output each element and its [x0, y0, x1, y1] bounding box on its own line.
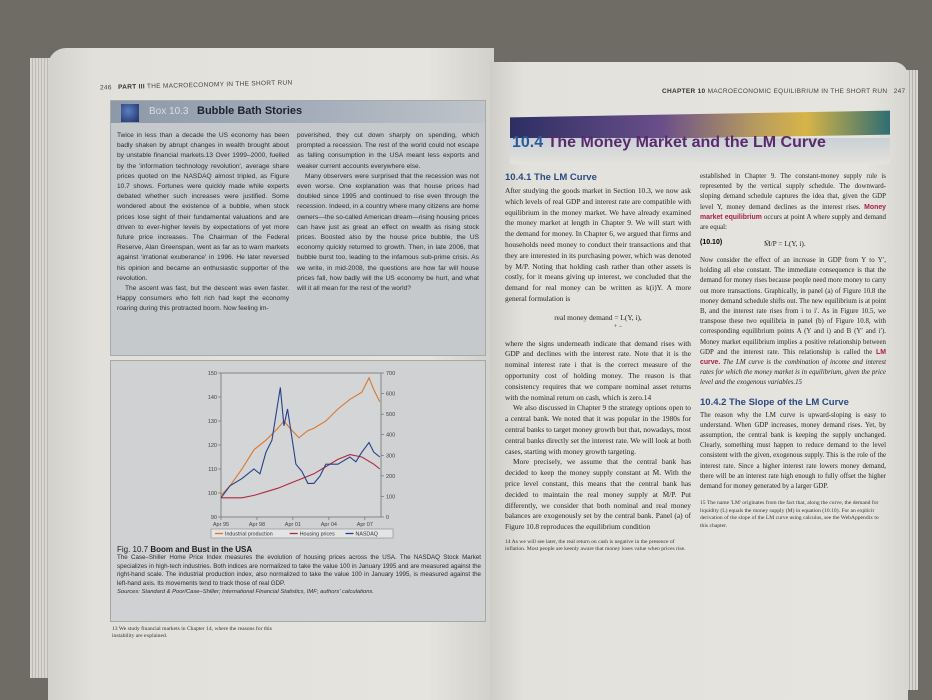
part-title: THE MACROECONOMY IN THE SHORT RUN: [146, 79, 293, 91]
legend-label: Housing prices: [299, 531, 335, 538]
definition-text: The LM curve is the combination of income and interest rates for which the money market is in equilibrium, given the price level and the exogenous variables.15: [700, 359, 886, 387]
paragraph: After studying the goods market in Section 10.3, we now ask which levels of real GDP and interest rate are compatible with equilibrium in the money market. We have already examined the money market at length in Chapter 9. We will start with the demand for money. In Chapter 6, we argued that firms and households need money to conduct their transactions and that they are interested in its purchasing power, which was denoted by M/P. Noting that holding cash rather than other assets is costly, for it means giving up interest, we concluded that the demand for real money can be written as k(i)Y. A more general formulation is: [505, 186, 691, 303]
box-paragraph: poverished, they cut down sharply on spending, which prompted a recession. The rest of the world could not escape as falling consumption in the USA meant less exports and weaker current accounts everywhere else.: [297, 132, 479, 170]
footnote-15: 15 The name 'LM' originates from the fact that, along the curve, the demand for liquidity (L) equals the money supply (M) in equation (10.10). For an explicit derivation of the slope of the LM curve using calculus, see the WebAppendix to this chapter.: [700, 500, 879, 529]
equation-signs: + −: [613, 323, 623, 330]
equation-money-demand: real money demand = L(Y, i),: [554, 312, 642, 322]
y-right-tick-label: 200: [386, 473, 396, 480]
y-left-tick-label: 110: [208, 467, 217, 473]
text: established in Chapter 9. The constant-money supply rule is represented by the vertical supply schedule. The downward-sloping demand schedule captures the idea that, given the GDP level Y, money demand declines as the interest rises.: [700, 173, 886, 211]
x-tick-label: Apr 04: [320, 522, 337, 528]
footnote-14: 14 As we will see later, the real return on cash is negative in the presence of inflation. Most people are keenly aware that money loses value when prices rise.: [505, 538, 686, 553]
y-right-tick-label: 100: [386, 494, 396, 501]
x-tick-label: Apr 98: [248, 522, 266, 528]
y-right-tick-label: 600: [386, 391, 396, 398]
equation-text: M̄/P = L(Y, i).: [764, 239, 806, 249]
subsection-heading: 10.4.2 The Slope of the LM Curve: [700, 396, 849, 408]
y-right-tick-label: 300: [386, 453, 396, 460]
running-head-right: [662, 88, 905, 95]
box-paragraph: Many observers were surprised that the recession was not even worse. One explanation was that house prices had doubled since 1995 and continued to rise even through the recession. Indeed, in a country where many citizens are home owners—the so-called American dream—rising housing prices can have just as great an effect on wealth as rising stock prices. Boosted also by the house price bubble, the US economy quickly returned to growth. Then, in late 2006, that bubble burst too, leading to the infamous sub-prime crisis. As we write, in mid-2008, the questions are how far will house prices fall, how badly will the US economy be hurt, and what will it all mean for the rest of the world?: [297, 172, 479, 293]
box-column-1: [117, 131, 289, 315]
box-paragraph: The ascent was fast, but the descent was even faster. Happy consumers who felt rich had kept the economy roaring during this protracted boom. Now feeling im-: [117, 285, 289, 313]
paragraph: The reason why the LM curve is upward-sloping is easy to understand. When GDP increases, money demand rises. Yet, by assumption, the central bank is keeping the supply unchanged. Clearly, something must happen to reduce demand to the level consistent with the given, exogenous supply. This is the role of the interest rate. Since a higher interest rate lowers money demand, there will be an interest rate high enough to fully offset the higher demand for money generated by a larger GDP.: [700, 411, 886, 491]
paragraph: where the signs underneath indicate that demand rises with GDP and declines with the interest rate. Note that it is the nominal interest rate i that is the correct measure of the opportunity cost of holding money. The reason is that consistency requires that we compare nominal asset returns with the nominal return on cash, which is zero.14: [505, 338, 691, 402]
footnote-13: 13 We study financial markets in Chapter 14, where the reasons for this instability are explained.: [112, 626, 272, 640]
equation-10-10: [700, 239, 886, 250]
figure-caption: [111, 545, 487, 596]
text: occurs at point A where supply and demand are equal:: [700, 213, 886, 232]
page-number: 246: [99, 84, 112, 92]
box-header: [111, 101, 485, 123]
y-right-tick-label: 0: [386, 515, 390, 521]
y-left-tick-label: 100: [207, 491, 217, 497]
paragraph: More precisely, we assume that the central bank has decided to keep the money supply constant at M̄. With the price level constant, this means that the central bank has decided to maintain the real money supply at M̄/P. Put differently, we consider that both nominal and real money balances are exogenously set by the central bank. Panel (a) of Figure 10.8 reproduces the equilibrium condition: [505, 457, 691, 532]
x-tick-label: Apr 01: [284, 522, 302, 528]
figure-sources: Sources: Standard & Poor/Case–Shiller; International Financial Statistics, IMF; authors' calculations.: [117, 589, 374, 596]
y-left-tick-label: 140: [207, 395, 217, 401]
equation-number: (10.10): [700, 239, 723, 247]
keyword-money-market-equilibrium: Money market equilibrium: [700, 203, 886, 221]
y-right-tick-label: 500: [386, 412, 396, 419]
page-number: 247: [893, 88, 906, 95]
paragraph: [700, 172, 886, 233]
legend-label: Industrial production: [225, 531, 273, 538]
text: Now consider the effect of an increase in GDP from Y to Y′, holding all else constant. The immediate consequence is that the demand for money rises because people need more money to carry out more transactions. Graphically, in panel (a) of Figure 10.8 the money demand schedule shifts out. The new equilibrium is at point B, and the interest rate rises from i to i′. As in Figure 10.5, we transpose these two equilibria in panel (b) of Figure 10.8, with corresponding equilibrium points A (Y and i) and B (Y′ and i′). Money market equilibrium implies a positive relationship between GDP and the interest rate. This relationship is called the: [700, 257, 886, 356]
legend-label: NASDAQ: [355, 531, 378, 538]
paragraph: [700, 256, 886, 389]
paragraph: We also discussed in Chapter 9 the strategy options open to a central bank. We noted that it was popular in the 1980s for central banks to target money growth but that, nowadays, most central banks directly set the interest rate. We will look at both cases, starting with money growth targeting.: [505, 403, 691, 456]
y-right-tick-label: 700: [386, 371, 396, 377]
box-bubble-bath-stories: [110, 100, 486, 356]
figure-10-7: [110, 360, 486, 622]
part-label: PART III: [118, 83, 146, 92]
boom-bust-chart: [191, 365, 421, 547]
box-paragraph: Twice in less than a decade the US economy has been badly shaken by abrupt changes in wealth brought about by unstable financial markets.13 Over 1999–2000, fuelled by the 'information technology revolution', average share prices quoted on the NASDAQ almost tripled, as Figure 10.7 shows. Fortunes were quickly made while experts debated whether such increases were justified. Some wondered about the existence of a bubble, when stock prices lose sight of their fundamental valuations and are driven to ever-higher levels by expectations of yet more future price increases. The Chairman of the Federal Reserve, Alan Greenspan, went as far as to warn markets against 'irrational exuberance' in 1996. He later reversed his opinion and became an enthusiastic supporter of the revolution.: [117, 132, 289, 282]
section-number: 10.4: [512, 134, 544, 151]
keyword-lm-curve: LM curve.: [700, 348, 886, 367]
figure-caption-text: The Case–Shiller Home Price Index measures the evolution of housing prices across the USA. The NASDAQ Stock Market specializes in high-tech industries. Both indices are normalized to take the value 100 in January 1995 and are measured against the right-hand scale. The industrial production index, also normalized to take the value 100 in January 1995, is measured against the left-hand axis. Its movements tend to track those of real GDP.: [117, 554, 481, 587]
right-column-1: [505, 172, 691, 554]
box-icon: [121, 104, 139, 122]
x-tick-label: Apr 95: [212, 522, 230, 528]
y-left-tick-label: 150: [207, 371, 217, 377]
y-left-tick-label: 90: [210, 515, 217, 521]
box-title: Bubble Bath Stories: [197, 105, 303, 117]
y-right-tick-label: 400: [386, 432, 396, 439]
chapter-title: MACROECONOMIC EQUILIBRIUM IN THE SHORT RUN: [707, 88, 888, 95]
figure-label: Fig. 10.7: [117, 545, 149, 554]
chapter-label: CHAPTER 10: [662, 88, 706, 95]
section-title: The Money Market and the LM Curve: [547, 134, 826, 151]
x-tick-label: Apr 07: [356, 522, 373, 528]
box-label: Box 10.3: [149, 106, 189, 117]
section-heading: [512, 134, 826, 152]
figure-title: Boom and Bust in the USA: [150, 545, 253, 554]
right-column-2: [700, 172, 886, 530]
subsection-heading: 10.4.1 The LM Curve: [505, 172, 597, 183]
y-left-tick-label: 120: [207, 443, 217, 449]
box-column-2: [297, 131, 479, 294]
y-left-tick-label: 130: [207, 419, 217, 425]
